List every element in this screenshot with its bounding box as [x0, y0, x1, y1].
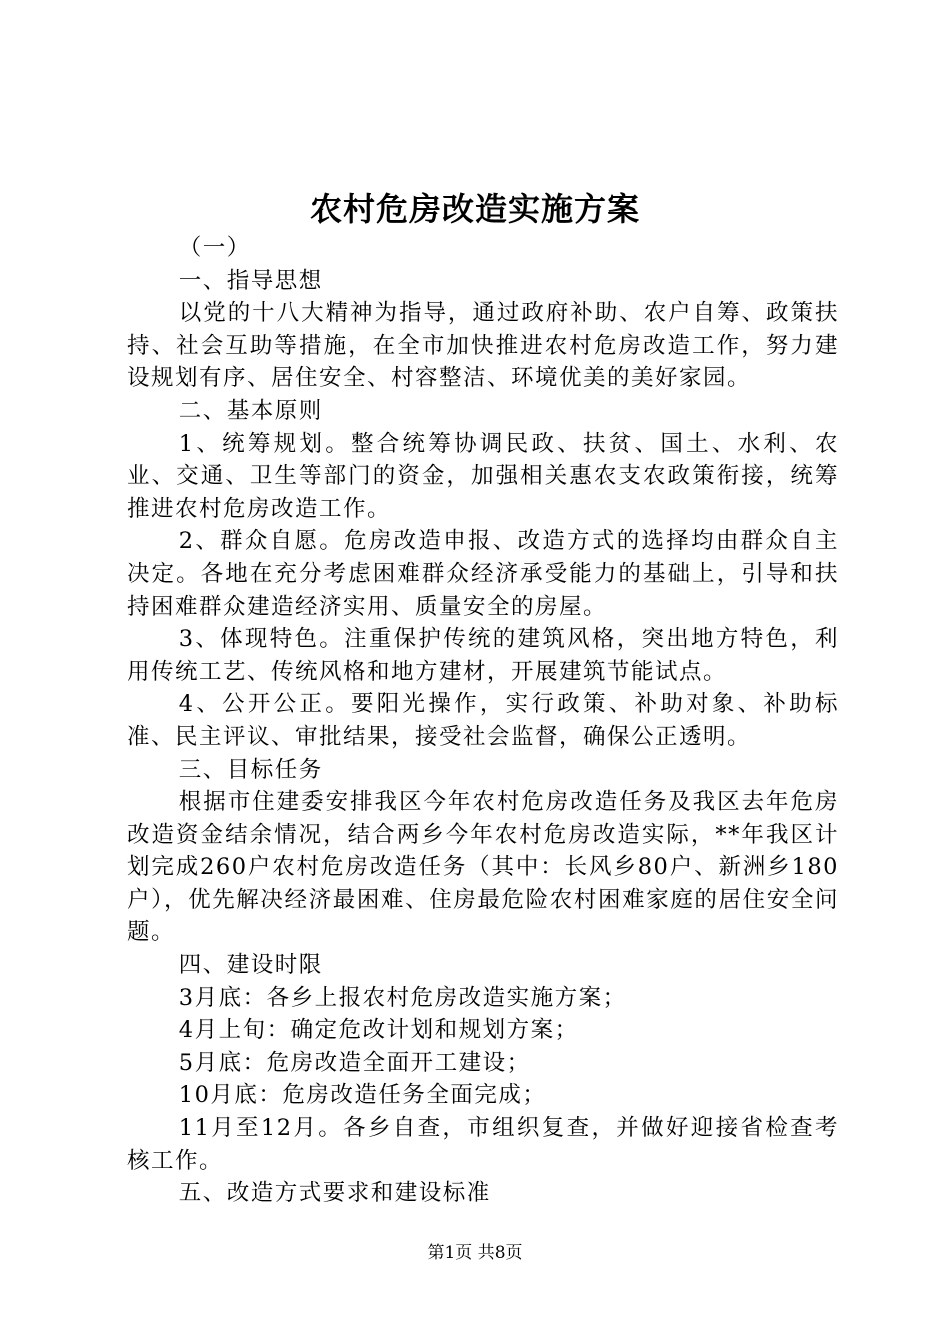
section-heading-targets: 三、目标任务 — [178, 756, 323, 783]
paragraph-targets: 根据市住建委安排我区今年农村危房改造任务及我区去年危房改造资金结余情况，结合两乡今年农村危房改造实际，**年我区计划完成260户农村危房改造任务（其中：长风乡80户、新洲乡180户），优先解决经济最困难、住房最危险农村困难家庭的居住安全问题。 — [127, 789, 839, 946]
timeline-item: 10月底：危房改造任务全面完成； — [178, 1082, 547, 1109]
section-heading-timeline: 四、建设时限 — [178, 952, 323, 979]
timeline-item: 4月上旬：确定危改计划和规划方案； — [178, 1017, 579, 1044]
page-footer: 第1页 共8页 — [427, 1243, 523, 1263]
section-heading-basic-principles: 二、基本原则 — [178, 397, 323, 424]
paragraph-guiding-ideology: 以党的十八大精神为指导，通过政府补助、农户自筹、政策扶持、社会互助等措施，在全市加快推进农村危房改造工作，努力建设规划有序、居住安全、村容整洁、环境优美的美好家园。 — [127, 300, 839, 392]
timeline-item: 11月至12月。各乡自查，市组织复查，并做好迎接省检查考核工作。 — [127, 1115, 839, 1174]
section-number: （一） — [178, 235, 251, 261]
paragraph-principle-3: 3、体现特色。注重保护传统的建筑风格，突出地方特色，利用传统工艺、传统风格和地方建材，开展建筑节能试点。 — [127, 626, 839, 685]
paragraph-principle-4: 4、公开公正。要阳光操作，实行政策、补助对象、补助标准、民主评议、审批结果，接受社会监督，确保公正透明。 — [127, 691, 839, 750]
document-body — [127, 232, 839, 1210]
timeline-item: 5月底：危房改造全面开工建设； — [178, 1049, 531, 1076]
paragraph-principle-1: 1、统筹规划。整合统筹协调民政、扶贫、国土、水利、农业、交通、卫生等部门的资金，加强相关惠农支农政策衔接，统筹推进农村危房改造工作。 — [127, 430, 839, 522]
document-title: 农村危房改造实施方案 — [309, 190, 640, 228]
paragraph-principle-2: 2、群众自愿。危房改造申报、改造方式的选择均由群众自主决定。各地在充分考虑困难群众经济承受能力的基础上，引导和扶持困难群众建造经济实用、质量安全的房屋。 — [127, 528, 839, 620]
section-heading-guiding-ideology: 一、指导思想 — [178, 267, 323, 294]
section-heading-standards: 五、改造方式要求和建设标准 — [178, 1180, 491, 1207]
timeline-item: 3月底：各乡上报农村危房改造实施方案； — [178, 984, 627, 1011]
